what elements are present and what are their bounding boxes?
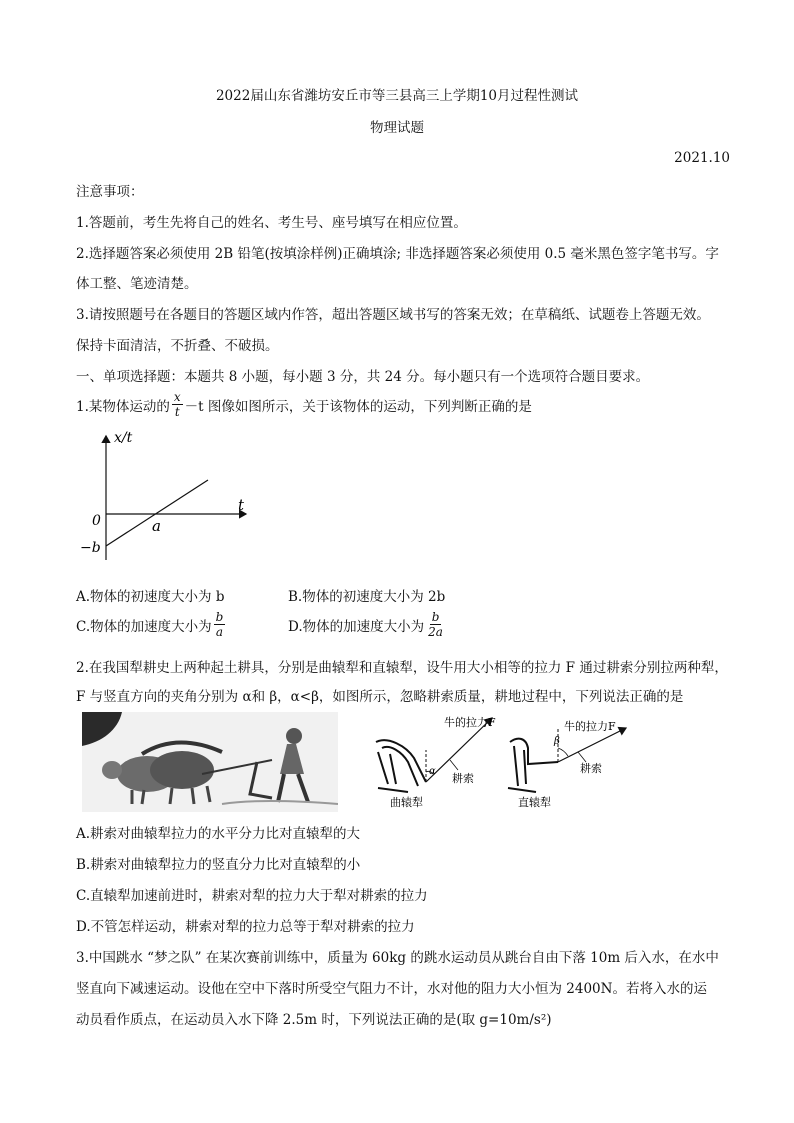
- q2-stem-2: F 与竖直方向的夹角分别为 α和 β，α<β，如图所示，忽略耕索质量，耕地过程中，下列说法正确的是: [76, 689, 684, 705]
- straight-plow-diagram: [506, 712, 646, 812]
- q1-option-d-num: b: [431, 610, 440, 624]
- alpha-label: α: [429, 766, 436, 777]
- notice-item-1: 1.答题前，考生先将自己的姓名、考生号、座号填写在相应位置。: [76, 215, 467, 231]
- q1-option-c: [76, 610, 227, 639]
- curved-plow-diagram: [368, 712, 508, 812]
- q1-option-b: B.物体的初速度大小为 2b: [288, 589, 446, 605]
- straight-plow-name: 直辕犁: [518, 796, 551, 809]
- q1-option-c-num: b: [215, 610, 224, 624]
- q1-graph: [76, 428, 256, 568]
- y-axis-label: x/t: [114, 430, 133, 446]
- plowing-illustration: [82, 712, 338, 812]
- subject-title: 物理试题: [370, 120, 424, 136]
- q3-line-1: 3.中国跳水 “梦之队” 在某次赛前训练中，质量为 60kg 的跳水运动员从跳台自由下落 10m 后入水，在水中: [76, 950, 719, 966]
- q1-prefix: 1.某物体运动的: [76, 398, 170, 415]
- q1-option-d-fraction: [426, 610, 445, 639]
- notice-heading: 注意事项：: [76, 184, 144, 200]
- q1-option-d-text: D.物体的加速度大小为: [288, 618, 425, 635]
- q3-line-3: 动员看作质点，在运动员入水下降 2.5m 时，下列说法正确的是(取 g=10m/s²): [76, 1012, 552, 1028]
- q1-frac-den: t: [174, 405, 180, 419]
- farmer-head: [286, 728, 302, 744]
- q2-option-c: C.直辕犁加速前进时，耕索对犁的拉力大于犁对耕索的拉力: [76, 888, 428, 904]
- q1-option-d-den: 2a: [428, 625, 443, 639]
- force-label-2: 牛的拉力F: [564, 720, 616, 733]
- y-intercept-label: −b: [80, 540, 101, 556]
- ox-head: [102, 761, 122, 779]
- q1-suffix: －t 图像如图所示，关于该物体的运动，下列判断正确的是: [184, 398, 532, 415]
- rope-label-2: 耕索: [580, 762, 602, 775]
- q1-option-c-den: a: [215, 625, 224, 639]
- section-heading: 一、单项选择题：本题共 8 小题，每小题 3 分，共 24 分。每小题只有一个选项符合题目要求。: [76, 369, 650, 385]
- q1-option-c-text: C.物体的加速度大小为: [76, 618, 212, 635]
- origin-label: 0: [92, 513, 101, 529]
- q1-option-a: A.物体的初速度大小为 b: [76, 589, 225, 605]
- x-intercept-label: a: [152, 517, 161, 535]
- q2-option-a: A.耕索对曲辕犁拉力的水平分力比对直辕犁的大: [76, 826, 361, 842]
- notice-item-2b: 体工整、笔迹清楚。: [76, 276, 198, 292]
- q3-line-2: 竖直向下减速运动。设他在空中下落时所受空气阻力不计，水对他的阻力大小恒为 2400N。若将入水的运: [76, 981, 707, 997]
- ox-body-2: [150, 751, 214, 789]
- exam-title: 2022届山东省潍坊安丘市等三县高三上学期10月过程性测试: [215, 88, 579, 104]
- q1-stem: [76, 390, 532, 419]
- q1-fraction: [172, 390, 183, 419]
- rope-label-1: 耕索: [452, 772, 474, 785]
- q1-frac-num: x: [173, 390, 181, 404]
- q2-option-b: B.耕索对曲辕犁拉力的竖直分力比对直辕犁的小: [76, 857, 361, 873]
- notice-item-3a: 3.请按照题号在各题目的答题区域内作答，超出答题区域书写的答案无效；在草稿纸、试题卷上答题无效。: [76, 307, 710, 323]
- force-label-1: 牛的拉力F: [444, 716, 496, 729]
- q2-stem-1: 2.在我国犁耕史上两种起土耕具，分别是曲辕犁和直辕犁，设牛用大小相等的拉力 F 通过耕索分别拉两种犁，: [76, 660, 728, 676]
- exam-date: 2021.10: [674, 150, 730, 166]
- beta-label: β: [554, 736, 560, 747]
- q1-option-c-fraction: [214, 610, 226, 639]
- q2-option-d: D.不管怎样运动，耕索对犁的拉力总等于犁对耕索的拉力: [76, 919, 415, 935]
- q1-option-d: [288, 610, 447, 639]
- notice-item-2a: 2.选择题答案必须使用 2B 铅笔(按填涂样例)正确填涂; 非选择题答案必须使用 0.5 毫米黑色签字笔书写。字: [76, 246, 719, 262]
- curved-plow-name: 曲辕犁: [390, 796, 423, 809]
- notice-item-3b: 保持卡面清洁，不折叠、不破损。: [76, 338, 279, 354]
- graph-line: [106, 480, 208, 546]
- x-axis-label: t: [238, 496, 245, 514]
